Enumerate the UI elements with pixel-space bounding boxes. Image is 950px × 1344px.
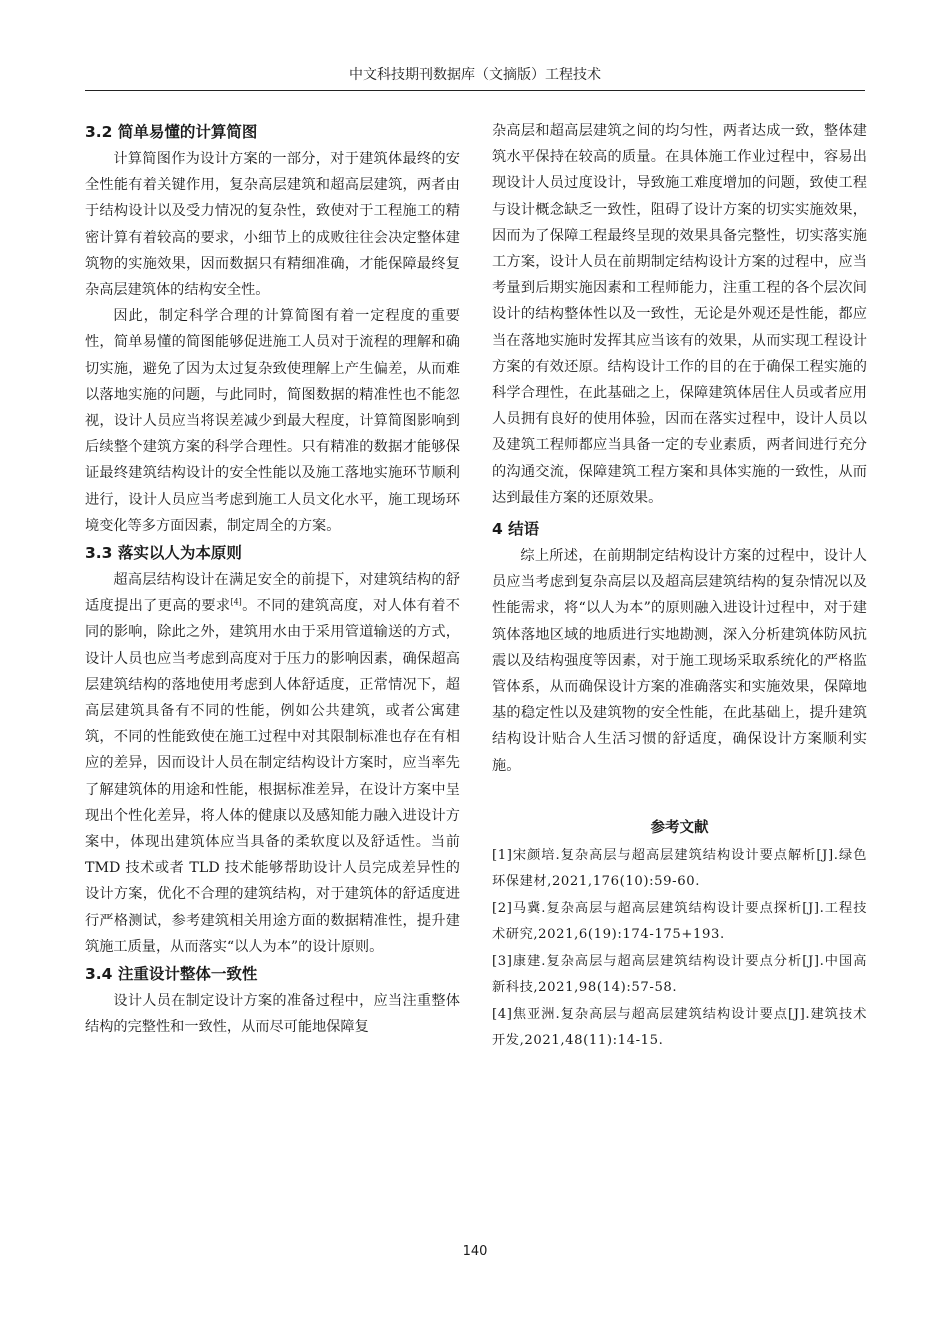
- page-number: 140: [462, 1244, 488, 1259]
- section-3-3-paragraph-1: [85, 567, 460, 960]
- section-3-2-paragraph-2: 因此，制定科学合理的计算简图有着一定程度的重要性，简单易懂的简图能够促进施工人员对于流程的理解和确切实施，避免了因为太过复杂致使理解上产生偏差，从而难以落地实施的问题，与此同时，简图数据的精准性也不能忽视，设计人员应当将误差减少到最大程度，计算简图影响到后续整个建筑方案的科学合理性。只有精准的数据才能够保证最终建筑结构设计的安全性能以及施工落地实施环节顺利进行，设计人员应当考虑到施工人员文化水平，施工现场环境变化等多方面因素，制定周全的方案。: [85, 308, 460, 534]
- section-3-3-text-b: 。不同的建筑高度，对人体有着不同的影响，除此之外，建筑用水由于采用管道输送的方式，设计人员也应当考虑到高度对于压力的影响因素，确保超高层建筑结构的落地使用考虑到人体舒适度，正常情况下，超高层建筑具备有不同的性能，例如公共建筑，或者公寓建筑，不同的性能致使在施工过程中对其限制标准也存在有相应的差异，因而设计人员在制定结构设计方案时，应当率先了解建筑体的用途和性能，根据标准差异，在设计方案中呈现出个性化差异，将人体的健康以及感知能力融入进设计方案中，体现出建筑体应当具备的柔软度以及舒适性。当前 TMD 技术或者 TLD 技术能够帮助设计人员完成差异性的设计方案，优化不合理的建筑结构，对于建筑体的舒适度进行严格测试，参考建筑相关用途方面的数据精准性，提升建筑施工质量，从而落实“以人为本”的设计原则。: [85, 598, 460, 955]
- journal-header: 中文科技期刊数据库（文摘版）工程技术: [349, 67, 601, 83]
- section-3-4-paragraph-1: 设计人员在制定设计方案的准备过程中，应当注重整体结构的完整性和一致性，从而尽可能地保障复: [85, 993, 460, 1036]
- section-3-2-paragraph-1: 计算简图作为设计方案的一部分，对于建筑体最终的安全性能有着关键作用，复杂高层建筑和超高层建筑，两者由于结构设计以及受力情况的复杂性，致使对于工程施工的精密计算有着较高的要求，小细节上的成败往往会决定整体建筑物的实施效果，因而数据只有精细准确，才能保障最终复杂高层建筑体的结构安全性。: [85, 151, 460, 299]
- section-4-title: 4 结语: [492, 520, 540, 539]
- section-3-2-title: 3.2 简单易懂的计算简图: [85, 123, 258, 141]
- reference-item: [2]马冀.复杂高层与超高层建筑结构设计要点探析[J].工程技术研究,2021,6(19):174-175+193.: [492, 900, 867, 943]
- reference-item: [4]焦亚洲.复杂高层与超高层建筑结构设计要点[J].建筑技术开发,2021,48(11):14-15.: [492, 1006, 867, 1049]
- references-title: 参考文献: [650, 819, 709, 836]
- citation-4: [4]: [230, 597, 242, 607]
- section-3-3-title: 3.3 落实以人为本原则: [85, 544, 242, 563]
- section-3-4-paragraph-continued: 杂高层和超高层建筑之间的均匀性，两者达成一致，整体建筑水平保持在较高的质量。在具体施工作业过程中，容易出现设计人员过度设计，导致施工难度增加的问题，致使工程与设计概念缺乏一致性，阻碍了设计方案的切实实施效果，因而为了保障工程最终呈现的效果具备完整性，切实落实施工方案，设计人员在前期制定结构设计方案的过程中，应当考量到后期实施因素和工程师能力，注重工程的各个层次间设计的结构整体性以及一致性，无论是外观还是性能，都应当在落地实施时发挥其应当该有的效果，从而实现工程设计方案的有效还原。结构设计工作的目的在于确保工程实施的科学合理性，在此基础之上，保障建筑体居住人员或者应用人员拥有良好的使用体验，因而在落实过程中，设计人员以及建筑工程师都应当具备一定的专业素质，两者间进行充分的沟通交流，保障建筑工程方案和具体实施的一致性，从而达到最佳方案的还原效果。: [492, 123, 867, 506]
- reference-item: [1]宋颜培.复杂高层与超高层建筑结构设计要点解析[J].绿色环保建材,2021,176(10):59-60.: [492, 847, 867, 890]
- left-column: [85, 118, 460, 1041]
- right-column: [492, 118, 867, 1055]
- header-rule: [85, 90, 865, 91]
- reference-item: [3]康建.复杂高层与超高层建筑结构设计要点分析[J].中国高新科技,2021,98(14):57-58.: [492, 953, 867, 996]
- section-4-paragraph-1: 综上所述，在前期制定结构设计方案的过程中，设计人员应当考虑到复杂高层以及超高层建筑结构的复杂情况以及性能需求，将“以人为本”的原则融入进设计过程中，对于建筑体落地区域的地质进行实地勘测，深入分析建筑体防风抗震以及结构强度等因素，对于施工现场采取系统化的严格监管体系，从而确保设计方案的准确落实和实施效果，保障地基的稳定性以及建筑物的安全性能，在此基础上，提升建筑结构设计贴合人生活习惯的舒适度，确保设计方案顺利实施。: [492, 548, 867, 774]
- section-3-4-title: 3.4 注重设计整体一致性: [85, 965, 258, 984]
- section-3-3-text-a: 超高层结构设计在满足安全的前提下，对建筑结构的舒适度提出了更高的要求: [85, 572, 460, 615]
